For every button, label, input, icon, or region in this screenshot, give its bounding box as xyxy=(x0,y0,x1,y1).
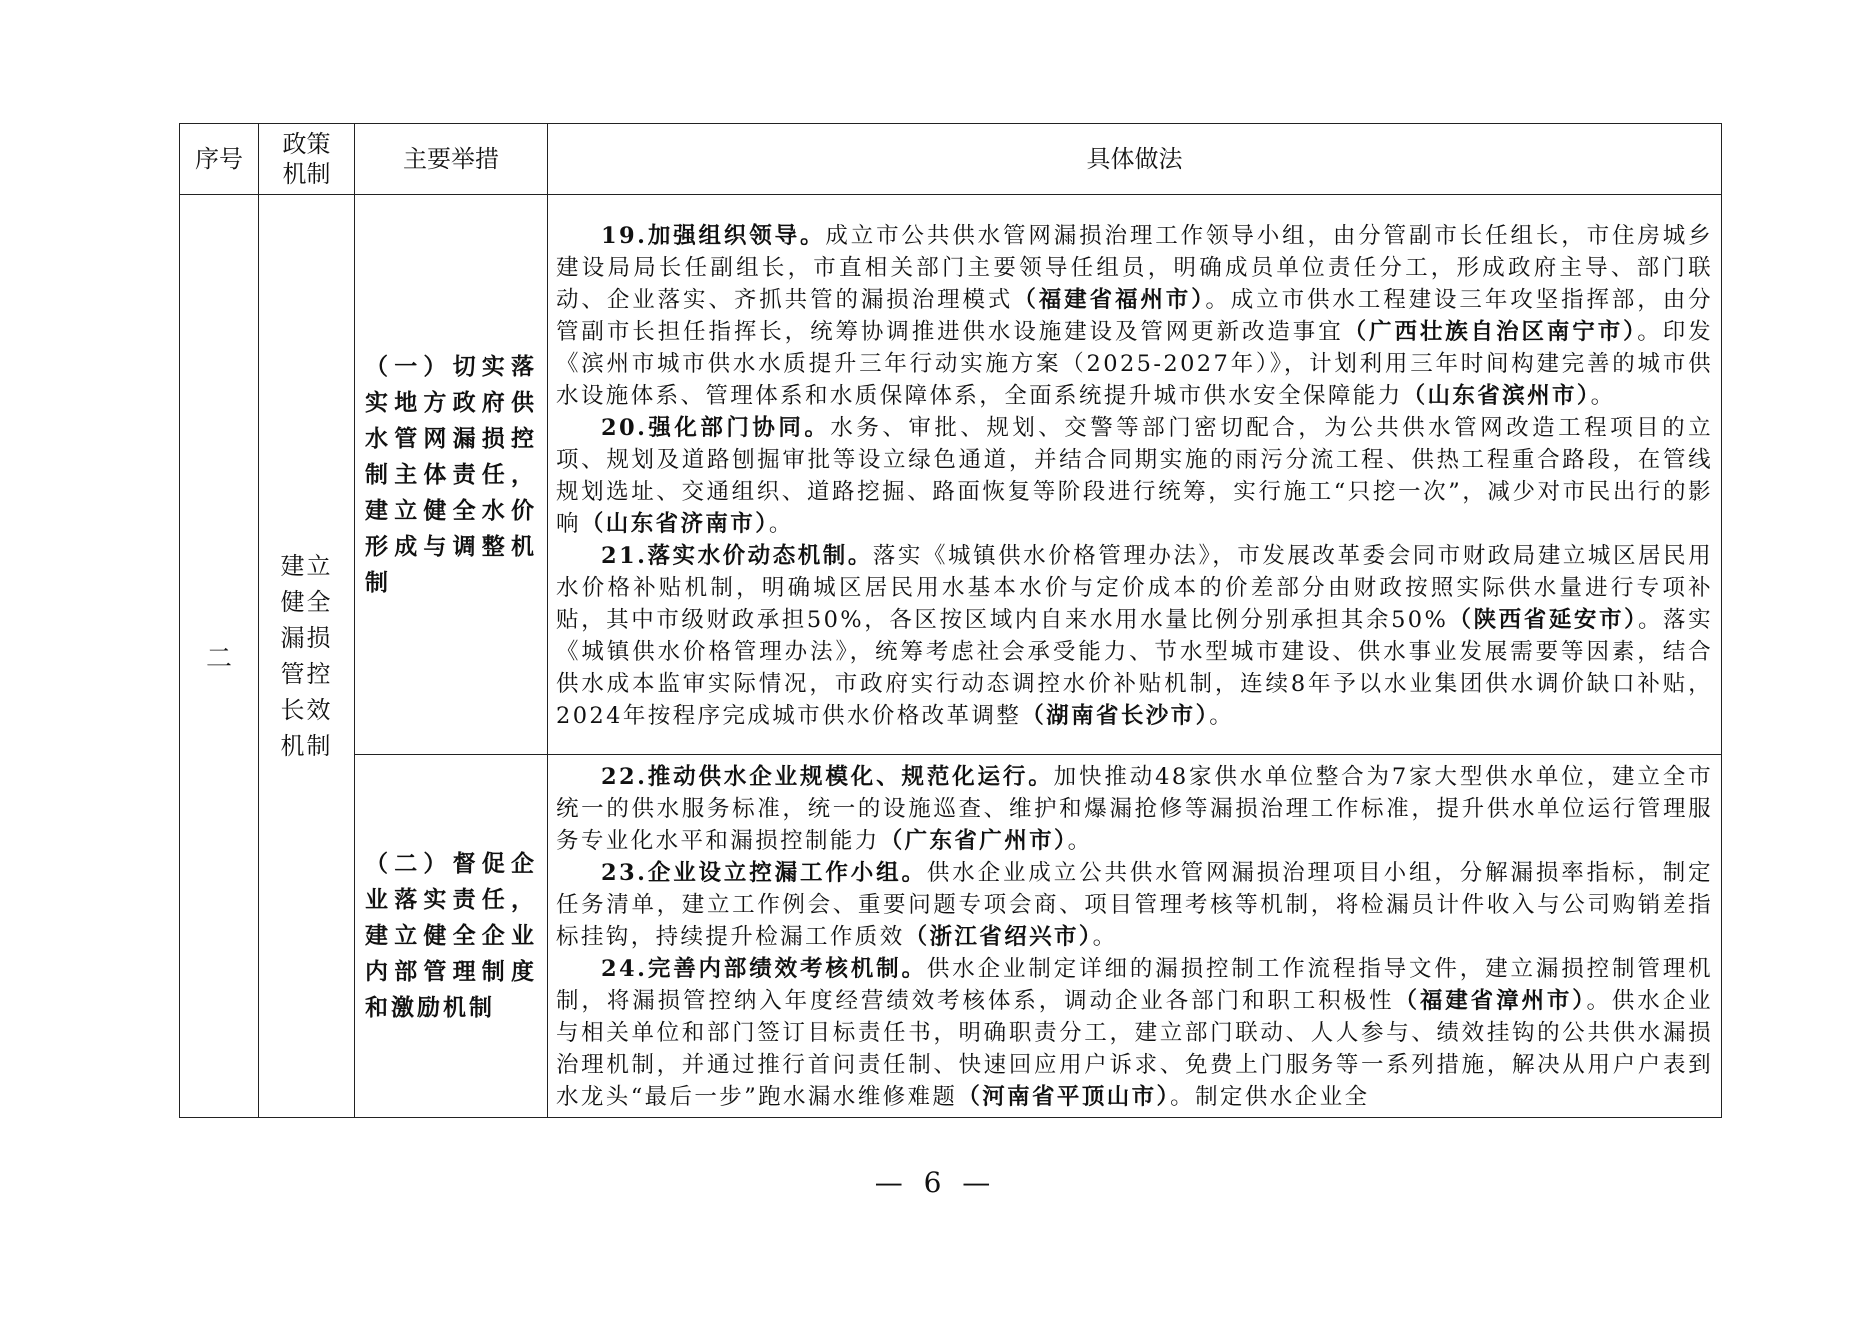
practice-item xyxy=(556,857,1713,953)
table-row xyxy=(180,755,1722,1118)
header-main-measures: 主要举措 xyxy=(355,124,548,195)
practice-item xyxy=(556,412,1713,540)
practice-text: 。成立市供水工程建设三年攻坚指挥部，由分管副市长担任指挥长，统筹协调推进供水设施建设及管网更新改造事宜 xyxy=(556,286,1713,345)
practice-text: 。 xyxy=(768,510,794,537)
city-tag: （山东省济南市） xyxy=(580,510,769,537)
practice-text: 供水企业制定详细的漏损控制工作流程指导文件，建立漏损控制管理机制，将漏损管控纳入年度经营绩效考核体系，调动企业各部门和职工积极性 xyxy=(556,956,1713,1014)
city-tag: （河南省平顶山市） xyxy=(957,1084,1171,1110)
policy-table xyxy=(179,123,1722,1118)
table-header-row xyxy=(180,124,1722,195)
practice-text: 落实《城镇供水价格管理办法》，市发展改革委会同市财政局建立城区居民用水价格补贴机制，明确城区居民用水基本水价与定价成本的价差部分由财政按照实际供水量进行专项补贴，其中市级财政承担50%，各区按区域内自来水用水量比例分别承担其余50% xyxy=(556,542,1713,633)
city-tag: （湖南省长沙市） xyxy=(1021,702,1210,729)
city-tag: （山东省滨州市） xyxy=(1402,382,1591,409)
practice-text: 加快推动48家供水单位整合为7家大型供水单位，建立全市统一的供水服务标准，统一的设施巡查、维护和爆漏抢修等漏损治理工作标准，提升供水单位运行管理服务专业化水平和漏损控制能力 xyxy=(556,764,1713,854)
practice-text: 成立市公共供水管网漏损治理工作领导小组，由分管副市长任组长，市住房城乡建设局局长任副组长，市直相关部门主要领导任组员，明确成员单位责任分工，形成政府主导、部门联动、企业落实、齐抓共管的漏损治理模式 xyxy=(556,222,1713,313)
practice-title: 23.企业设立控漏工作小组。 xyxy=(601,860,927,886)
header-policy-mechanism xyxy=(259,124,355,195)
practice-item xyxy=(556,540,1713,732)
measure-cell: （二）督促企业落实责任，建立健全企业内部管理制度和激励机制 xyxy=(355,755,548,1118)
practice-text: 。 xyxy=(1590,382,1616,409)
table-row xyxy=(180,195,1722,755)
practice-text: 。制定供水企业全 xyxy=(1170,1084,1370,1110)
header-specific-practices: 具体做法 xyxy=(548,124,1722,195)
header-mech-line: 政策 xyxy=(282,130,331,158)
practice-item xyxy=(556,761,1713,857)
practice-title: 24.完善内部绩效考核机制。 xyxy=(601,956,927,982)
detail-cell xyxy=(548,195,1722,755)
practice-title: 19.加强组织领导。 xyxy=(601,222,826,249)
city-tag: （福建省福州市） xyxy=(1013,286,1206,313)
practice-text: 。印发《滨州市城市供水水质提升三年行动实施方案（2025-2027年）》，计划利用三年时间构建完善的城市供水设施体系、管理体系和水质保障体系，全面系统提升城市供水安全保障能力 xyxy=(556,318,1713,409)
measure-cell: （一）切实落实地方政府供水管网漏损控制主体责任，建立健全水价形成与调整机制 xyxy=(355,195,548,755)
mechanism-line: 健全 xyxy=(280,588,333,616)
practice-text: 。供水企业与相关单位和部门签订目标责任书，明确职责分工，建立部门联动、人人参与、绩效挂钩的公共供水漏损治理机制，并通过推行首问责任制、快速回应用户诉求、免费上门服务等一系列措施，解决从用户户表到水龙头“最后一步”跑水漏水维修难题 xyxy=(556,988,1713,1110)
header-sequence: 序号 xyxy=(180,124,259,195)
page-number: — 6 — xyxy=(874,1166,997,1199)
city-tag: （福建省漳州市） xyxy=(1394,988,1587,1014)
practice-item xyxy=(556,220,1713,412)
mechanism-line: 长效 xyxy=(280,696,333,724)
sequence-cell: 二 xyxy=(180,195,259,1118)
practice-text: 。 xyxy=(1092,924,1118,950)
city-tag: （广西壮族自治区南宁市） xyxy=(1343,318,1638,345)
detail-cell xyxy=(548,755,1722,1118)
practice-item xyxy=(556,953,1713,1113)
practice-title: 20.强化部门协同。 xyxy=(601,414,831,441)
practice-title: 22.推动供水企业规模化、规范化运行。 xyxy=(601,764,1054,790)
header-mech-line: 机制 xyxy=(282,160,331,188)
practice-text: 水务、审批、规划、交警等部门密切配合，为公共供水管网改造工程项目的立项、规划及道路刨掘审批等设立绿色通道，并结合同期实施的雨污分流工程、供热工程重合路段，在管线规划选址、交通组织、道路挖掘、路面恢复等阶段进行统筹，实行施工“只挖一次”，减少对市民出行的影响 xyxy=(556,414,1713,537)
practice-title: 21.落实水价动态机制。 xyxy=(601,542,873,569)
city-tag: （广东省广州市） xyxy=(879,828,1068,854)
mechanism-cell xyxy=(259,195,355,1118)
mechanism-line: 建立 xyxy=(280,552,333,580)
practice-text: 供水企业成立公共供水管网漏损治理项目小组，分解漏损率指标，制定任务清单，建立工作例会、重要问题专项会商、项目管理考核等机制，将检漏员计件收入与公司购销差指标挂钩，持续提升检漏工作质效 xyxy=(556,860,1713,950)
city-tag: （陕西省延安市） xyxy=(1448,606,1638,633)
mechanism-line: 管控 xyxy=(280,660,333,688)
mechanism-line: 机制 xyxy=(280,732,333,760)
practice-text: 。 xyxy=(1209,702,1235,729)
practice-text: 。 xyxy=(1067,828,1093,854)
city-tag: （浙江省绍兴市） xyxy=(904,924,1093,950)
practice-text: 。落实《城镇供水价格管理办法》，统筹考虑社会承受能力、节水型城市建设、供水事业发展需要等因素，结合供水成本监审实际情况，市政府实行动态调控水价补贴机制，连续8年予以水业集团供水调价缺口补贴，2024年按程序完成城市供水价格改革调整 xyxy=(556,606,1714,729)
mechanism-line: 漏损 xyxy=(280,624,333,652)
